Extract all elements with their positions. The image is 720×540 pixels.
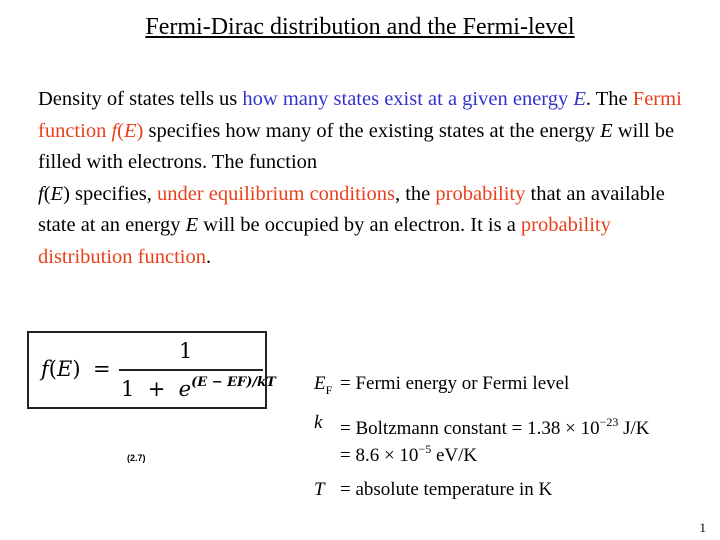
text-segment: . — [205, 245, 212, 268]
variable: E — [600, 119, 613, 142]
highlight-red: ) — [136, 119, 144, 142]
fraction-bar — [119, 369, 263, 371]
formula-equals: = — [93, 357, 111, 381]
formula-numerator: 1 — [179, 339, 193, 363]
equation-number: (2.7) — [127, 453, 146, 463]
highlight-red: Fermi function — [38, 88, 682, 142]
highlight-red: probability distribution function — [38, 214, 611, 268]
fermi-function-formula — [27, 331, 276, 409]
variable: f — [38, 182, 44, 205]
variable: E — [185, 214, 199, 236]
description-paragraph — [38, 84, 688, 273]
highlight-red: under equilibrium conditions — [156, 182, 395, 205]
text-segment: will be filled with electrons. The function — [38, 119, 675, 173]
text-segment: that an available state at an energy — [38, 182, 665, 236]
formula-exponent: (E − EF)/kT — [191, 375, 276, 390]
text-segment: specifies how many of the existing states at the energy — [143, 119, 601, 142]
text-segment: ) specifies, — [63, 182, 157, 205]
slide-title: Fermi-Dirac distribution and the Fermi-level — [145, 14, 575, 40]
highlight-red: probability — [435, 182, 526, 205]
text-segment: . The — [585, 88, 633, 110]
text-segment: Density of states tells us — [38, 88, 243, 110]
highlight-red-var: f — [111, 119, 118, 142]
page-number: 1 — [699, 520, 706, 535]
formula-lhs: f(E) — [41, 357, 81, 381]
formula-denominator: $1 + e^{(E - EF)/kT}$ — [121, 375, 276, 401]
highlight-red: ( — [117, 119, 124, 142]
text-segment: , the — [394, 182, 436, 205]
variable: E — [50, 182, 64, 205]
highlight-red-var: E — [123, 119, 137, 142]
text-segment: will be occupied by an electron. It is a — [198, 214, 521, 236]
highlight-blue: how many states exist at a given energy — [242, 88, 569, 110]
text-segment: ( — [43, 182, 51, 205]
highlight-blue-var: E — [573, 88, 586, 110]
